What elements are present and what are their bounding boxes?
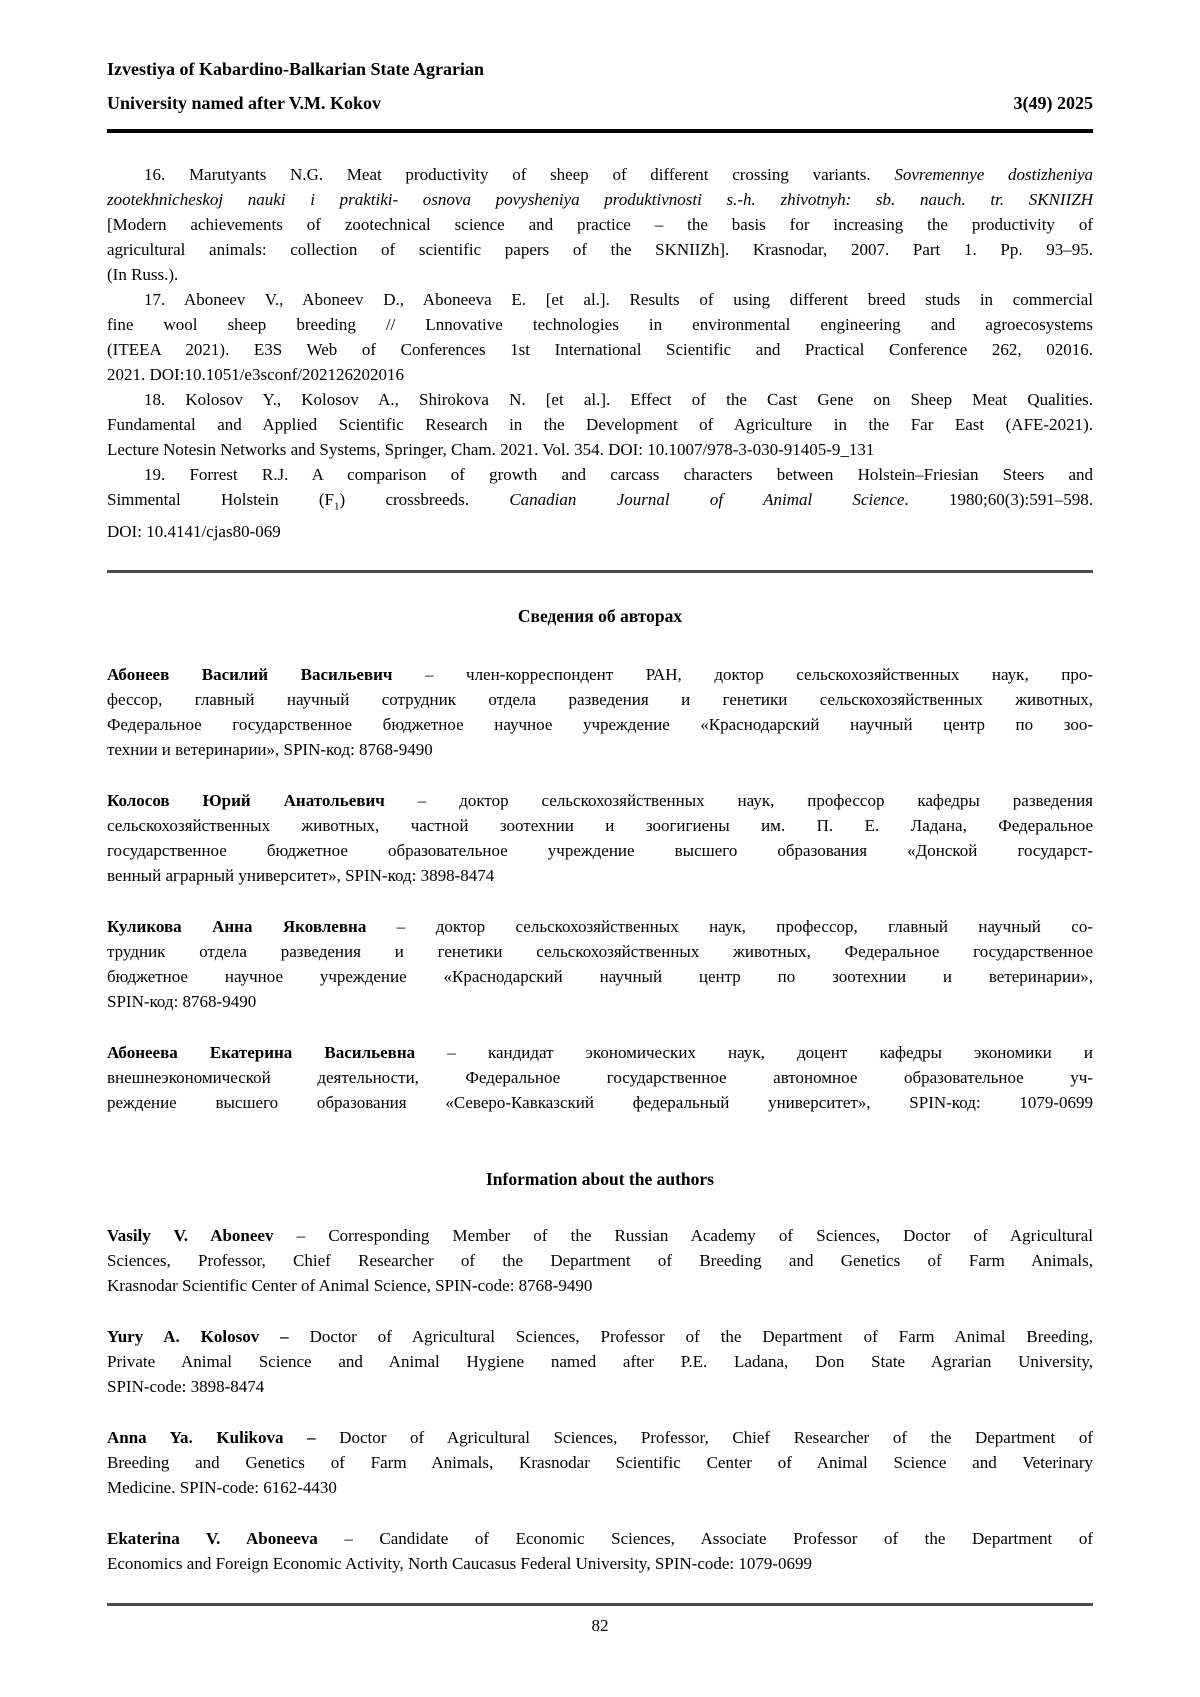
subscript-f1: 1 <box>334 500 340 513</box>
header-rule <box>107 129 1093 133</box>
author-name: Абонеев Василий Васильевич <box>107 665 393 685</box>
header-row2 <box>107 92 1093 115</box>
reference-item-17: 17. Aboneev V., Aboneev D., Aboneeva E. [et al.]. Results of using different breed studs in commercial fine wool sheep breeding // Lnnovative technologies in environmental engineering and agroecosystems (ITEEA 2021). E3S Web of Conferences 1st International Scientific and Practical Conference 262, 02016. 2021. DOI:10.1051/e3sconf/202126202016 <box>107 290 1093 384</box>
author-name: Ekaterina V. Aboneeva <box>107 1529 318 1549</box>
spin-code: Economics and Foreign Economic Activity, North Caucasus Federal University, SPIN-code: 1079-0699 <box>107 1554 813 1574</box>
author-name: Vasily V. Aboneev <box>107 1226 274 1246</box>
author-name: Колосов Юрий Анатольевич <box>107 791 385 811</box>
doi-text: Lecture Notesin Networks and Systems, Springer, Cham. 2021. Vol. 354. DOI: 10.1007/978-3-030-91405-9_131 <box>107 440 875 459</box>
reference-item-16: 16. Marutyants N.G. Meat productivity of sheep of different crossing variants. Sovremennye dostizheniya zootekhnicheskoj nauki i praktiki- osnova povysheniya produktivnosti s.-h. zhivotnyh: sb. nauch. tr. SKNIIZH [Modern achievements of zootechnical science and practice – the basis for increasing the productivity of agricultural animals: collection of scientific papers of the SKNIIZh]. Krasnodar, 2007. Part 1. Pp. 93–95. (In Russ.). <box>107 165 1093 284</box>
author-paragraph-aboneeva-en: Ekaterina V. Aboneeva – Candidate of Economic Sciences, Associate Professor of the Department of Economics and Foreign Economic Activity, North Caucasus Federal University, SPIN-code: 1079-0699 <box>107 1529 1094 1574</box>
author-paragraph-kolosov-ru: Колосов Юрий Анатольевич – доктор сельскохозяйственных наук, профессор кафедры разведения сельскохозяйственных животных, частной зоотехнии и зоогигиены им. П. Е. Ладана, Федеральное государственное бюджетное образовательное учреждение высшего образования «Донской государст- венный аграрный университет», SPIN-код: 3898-8474 <box>107 791 1093 886</box>
reference-item-18: 18. Kolosov Y., Kolosov A., Shirokova N. [et al.]. Effect of the Cast Gene on Sheep Meat Qualities. Fundamental and Applied Scientific Research in the Development of Agriculture in the Far East (AFE-2021). Lecture Notesin Networks and Systems, Springer, Cham. 2021. Vol. 354. DOI: 10.1007/978-3-030-91405-9_131 <box>107 390 1093 459</box>
author-paragraph-aboneev-ru: Абонеев Василий Васильевич – член-корреспондент РАН, доктор сельскохозяйственных наук, про- фессор, главный научный сотрудник отдела разведения и генетики сельскохозяйственных животных, Федеральное государственное бюджетное научное учреждение «Краснодарский научный центр по зоо- технии и ветеринарии», SPIN-код: 8768-9490 <box>107 665 1093 760</box>
author-name: Куликова Анна Яковлевна <box>107 917 367 937</box>
italic-journal-title: Canadian Journal of Animal Science <box>509 490 905 509</box>
author-paragraph-kulikova-ru: Куликова Анна Яковлевна – доктор сельскохозяйственных наук, профессор, главный научный со- трудник отдела разведения и генетики сельскохозяйственных животных, Федеральное государственное бюджетное научное учреждение «Краснодарский научный центр по зоотехнии и ветеринарии», SPIN-код: 8768-9490 <box>107 917 1093 1012</box>
author-name: Anna Ya. Kulikova – <box>107 1428 316 1448</box>
doi-text: DOI: 10.4141/cjas80-069 <box>107 522 281 542</box>
italic-source-title: Sovremennye dostizheniya <box>894 165 1093 184</box>
reference-item-19: 19. Forrest R.J. A comparison of growth and carcass characters between Holstein–Friesian Steers and Simmental Holstein $(F_1)$ crossbreeds. Canadian Journal of Animal Science. 1980;60(3):591–598. DOI: 10.4141/cjas80-069 <box>107 465 1093 542</box>
journal-title-line1: Izvestiya of Kabardino-Balkarian State Agrarian <box>107 59 484 79</box>
author-paragraph-aboneeva-ru: Абонеева Екатерина Васильевна – кандидат экономических наук, доцент кафедры экономики и внешнеэкономической деятельности, Федеральное государственное автономное образовательное уч- реждение высшего образования «Северо-Кавказский федеральный университет», SPIN-код: 1079-0699 <box>107 1043 1093 1113</box>
spin-code: SPIN-код: 8768-9490 <box>107 992 257 1012</box>
spin-code: Krasnodar Scientific Center of Animal Science, SPIN-code: 8768-9490 <box>107 1276 593 1296</box>
spin-code: Medicine. SPIN-code: 6162-4430 <box>107 1478 337 1498</box>
references-section <box>107 162 1093 544</box>
page-header <box>107 58 1093 133</box>
page-number: 82 <box>591 1616 609 1636</box>
author-paragraph-kulikova-en: Anna Ya. Kulikova – Doctor of Agricultural Sciences, Professor, Chief Researcher of the Department of Breeding and Genetics of Farm Animals, Krasnodar Scientific Center of Animal Science and Veterinary Medicine. SPIN-code: 6162-4430 <box>107 1428 1093 1498</box>
author-paragraph-kolosov-en: Yury A. Kolosov – Doctor of Agricultural Sciences, Professor of the Department of Farm Animal Breeding, Private Animal Science and Animal Hygiene named after P.E. Ladana, Don State Agrarian University, SPIN-code: 3898-8474 <box>107 1327 1093 1397</box>
spin-code: технии и ветеринарии», SPIN-код: 8768-9490 <box>107 740 433 760</box>
doi-text: 2021. DOI:10.1051/e3sconf/202126202016 <box>107 365 405 384</box>
journal-title-line2: University named after V.M. Kokov <box>107 93 381 113</box>
author-name: Абонеева Екатерина Васильевна <box>107 1043 416 1063</box>
spin-code: SPIN-code: 3898-8474 <box>107 1377 265 1397</box>
footer-rule <box>107 1603 1093 1606</box>
author-paragraph-aboneev-en: Vasily V. Aboneev – Corresponding Member of the Russian Academy of Sciences, Doctor of Agricultural Sciences, Professor, Chief Researcher of the Department of Breeding and Genetics of Farm Animals, Krasnodar Scientific Center of Animal Science, SPIN-code: 8768-9490 <box>107 1226 1093 1296</box>
spin-code: венный аграрный университет», SPIN-код: 3898-8474 <box>107 866 495 886</box>
author-name: Yury A. Kolosov – <box>107 1327 289 1347</box>
section-heading-ru: Сведения об авторах <box>517 606 683 627</box>
section-divider <box>107 570 1093 573</box>
issue-number: 3(49) 2025 <box>1013 93 1093 113</box>
section-heading-en: Information about the authors <box>485 1169 714 1190</box>
